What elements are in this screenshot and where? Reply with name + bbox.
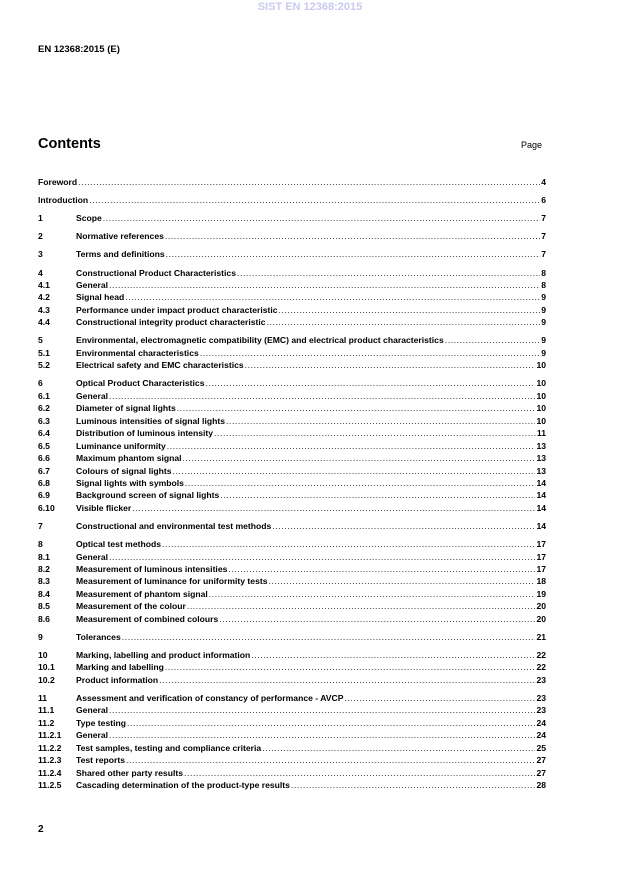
- toc-entry-page: 20: [536, 613, 546, 624]
- toc-entry-number: 11: [38, 692, 48, 703]
- toc-entry-number: 8.2: [38, 563, 50, 574]
- toc-dot-leader: [184, 767, 535, 779]
- toc-entry[interactable]: [38, 588, 546, 600]
- toc-entry[interactable]: [38, 742, 546, 754]
- toc-dot-leader: [185, 477, 536, 489]
- toc-entry-title: Environmental characteristics: [76, 347, 199, 358]
- toc-entry-title: Visible flicker: [76, 502, 132, 513]
- toc-entry[interactable]: [38, 704, 546, 716]
- toc-entry-title: General: [76, 730, 109, 741]
- toc-entry[interactable]: [38, 267, 546, 279]
- toc-group: [38, 631, 546, 643]
- toc-dot-leader: [220, 489, 535, 501]
- toc-entry-number: 4.1: [38, 280, 50, 291]
- toc-entry-title: Scope: [76, 213, 102, 224]
- toc-entry-page: 9: [541, 335, 546, 346]
- toc-dot-leader: [173, 465, 536, 477]
- toc-group: [38, 212, 546, 224]
- toc-group: [38, 230, 546, 242]
- toc-entry-page: 10: [536, 378, 546, 389]
- toc-entry[interactable]: [38, 415, 546, 427]
- toc-entry-title: General: [76, 551, 109, 562]
- page-column-label: Page: [521, 140, 543, 150]
- toc-entry-title: Introduction: [38, 195, 89, 206]
- toc-entry-number: 6: [38, 378, 43, 389]
- toc-entry[interactable]: [38, 600, 546, 612]
- toc-entry[interactable]: [38, 359, 546, 371]
- toc-entry[interactable]: [38, 754, 546, 766]
- toc-entry-title: Constructional integrity product characteristic: [76, 317, 266, 328]
- watermark: SIST EN 12368:2015: [257, 1, 363, 13]
- toc-entry[interactable]: [38, 538, 546, 550]
- toc-group: [38, 194, 546, 206]
- toc-entry-page: 24: [536, 717, 546, 728]
- toc-entry[interactable]: [38, 378, 546, 390]
- toc-entry-number: 6.1: [38, 390, 50, 401]
- toc-entry-number: 11.2.4: [38, 767, 62, 778]
- toc-entry-title: Signal lights with symbols: [76, 477, 184, 488]
- toc-entry[interactable]: [38, 767, 546, 779]
- toc-entry-page: 25: [536, 742, 546, 753]
- toc-entry-title: Measurement of luminance for uniformity tests: [76, 576, 268, 587]
- toc-entry-page: 18: [536, 576, 546, 587]
- toc-dot-leader: [262, 742, 535, 754]
- toc-entry-page: 6: [541, 195, 546, 206]
- toc-entry-page: 7: [541, 231, 546, 242]
- toc-dot-leader: [445, 334, 540, 346]
- toc-entry-title: Marking and labelling: [76, 662, 164, 673]
- table-of-contents: [38, 176, 546, 792]
- toc-group: [38, 249, 546, 261]
- toc-entry-title: Product information: [76, 674, 159, 685]
- toc-entry-number: 8: [38, 539, 43, 550]
- toc-entry-page: 17: [536, 563, 546, 574]
- toc-entry[interactable]: [38, 520, 546, 532]
- toc-entry-number: 4.3: [38, 304, 50, 315]
- toc-entry[interactable]: [38, 335, 546, 347]
- toc-entry[interactable]: [38, 631, 546, 643]
- toc-dot-leader: [109, 729, 535, 741]
- toc-entry-title: Measurement of the colour: [76, 601, 186, 612]
- toc-entry[interactable]: [38, 729, 546, 741]
- toc-entry-title: Marking, labelling and product information: [76, 649, 251, 660]
- toc-entry[interactable]: [38, 779, 546, 791]
- toc-entry-title: Terms and definitions: [76, 249, 165, 260]
- toc-entry-page: 8: [541, 280, 546, 291]
- toc-entry-title: Measurement of combined colours: [76, 613, 219, 624]
- contents-heading: Contents: [38, 136, 101, 152]
- toc-group: [38, 335, 546, 372]
- toc-dot-leader: [200, 347, 540, 359]
- toc-entry-page: 17: [536, 539, 546, 550]
- toc-entry[interactable]: [38, 304, 546, 316]
- toc-entry[interactable]: [38, 477, 546, 489]
- toc-entry-page: 10: [536, 403, 546, 414]
- toc-entry-page: 13: [536, 465, 546, 476]
- toc-entry-page: 23: [536, 705, 546, 716]
- toc-entry-title: Measurement of phantom signal: [76, 588, 208, 599]
- toc-entry-title: Test reports: [76, 755, 126, 766]
- toc-entry[interactable]: [38, 249, 546, 261]
- toc-entry-title: Background screen of signal lights: [76, 490, 220, 501]
- toc-group: [38, 520, 546, 532]
- toc-group: [38, 378, 546, 515]
- toc-entry-page: 22: [536, 649, 546, 660]
- toc-group: [38, 176, 546, 188]
- toc-dot-leader: [214, 427, 536, 439]
- toc-group: [38, 538, 546, 625]
- toc-entry-page: 8: [541, 267, 546, 278]
- toc-entry-title: Luminous intensities of signal lights: [76, 415, 225, 426]
- toc-entry-title: Signal head: [76, 292, 125, 303]
- toc-entry-number: 11.2.2: [38, 742, 62, 753]
- toc-dot-leader: [177, 402, 536, 414]
- toc-entry-page: 9: [541, 292, 546, 303]
- toc-entry-title: General: [76, 280, 109, 291]
- toc-dot-leader: [165, 230, 540, 242]
- toc-dot-leader: [125, 291, 540, 303]
- toc-dot-leader: [127, 717, 535, 729]
- toc-dot-leader: [226, 415, 535, 427]
- toc-entry-title: Type testing: [76, 717, 126, 728]
- toc-entry[interactable]: [38, 402, 546, 414]
- toc-entry[interactable]: [38, 212, 546, 224]
- toc-entry-title: Constructional and environmental test methods: [76, 520, 272, 531]
- toc-entry-page: 4: [541, 176, 546, 187]
- toc-dot-leader: [344, 692, 535, 704]
- toc-dot-leader: [159, 674, 535, 686]
- toc-entry-number: 4: [38, 267, 43, 278]
- toc-dot-leader: [183, 452, 536, 464]
- toc-entry-number: 8.3: [38, 576, 50, 587]
- toc-entry-title: Maximum phantom signal: [76, 453, 182, 464]
- toc-dot-leader: [109, 704, 535, 716]
- toc-entry-number: 4.2: [38, 292, 50, 303]
- toc-group: [38, 649, 546, 686]
- toc-entry-number: 6.2: [38, 403, 50, 414]
- toc-dot-leader: [126, 754, 535, 766]
- toc-entry-page: 19: [536, 588, 546, 599]
- toc-entry-number: 8.1: [38, 551, 50, 562]
- toc-entry-number: 8.4: [38, 588, 50, 599]
- toc-entry-number: 5.2: [38, 360, 50, 371]
- toc-entry-number: 10.2: [38, 674, 55, 685]
- toc-entry[interactable]: [38, 649, 546, 661]
- toc-entry-page: 14: [536, 490, 546, 501]
- toc-entry[interactable]: [38, 440, 546, 452]
- toc-entry-page: 10: [536, 360, 546, 371]
- toc-entry-page: 22: [536, 662, 546, 673]
- toc-entry-title: Cascading determination of the product-type results: [76, 780, 290, 791]
- toc-entry[interactable]: [38, 613, 546, 625]
- toc-entry-title: Diameter of signal lights: [76, 403, 176, 414]
- toc-entry-title: Tolerances: [76, 631, 121, 642]
- toc-entry[interactable]: [38, 390, 546, 402]
- toc-entry-title: Constructional Product Characteristics: [76, 267, 236, 278]
- toc-entry-number: 8.6: [38, 613, 50, 624]
- toc-group: [38, 692, 546, 792]
- toc-entry-page: 13: [536, 440, 546, 451]
- toc-entry-title: General: [76, 705, 109, 716]
- toc-dot-leader: [122, 631, 536, 643]
- toc-entry-title: Luminance uniformity: [76, 440, 166, 451]
- toc-entry[interactable]: [38, 563, 546, 575]
- toc-dot-leader: [228, 563, 535, 575]
- toc-entry-title: General: [76, 390, 109, 401]
- toc-entry[interactable]: [38, 279, 546, 291]
- toc-dot-leader: [132, 502, 535, 514]
- toc-entry-title: Performance under impact product characteristic: [76, 304, 278, 315]
- toc-entry-number: 11.2.1: [38, 730, 62, 741]
- toc-entry-title: Measurement of luminous intensities: [76, 563, 228, 574]
- toc-entry-number: 6.4: [38, 428, 50, 439]
- toc-entry-title: Test samples, testing and compliance criteria: [76, 742, 262, 753]
- toc-entry-number: 6.5: [38, 440, 50, 451]
- toc-entry-title: Optical test methods: [76, 539, 161, 550]
- toc-entry-number: 7: [38, 520, 43, 531]
- toc-entry-number: 6.7: [38, 465, 50, 476]
- toc-entry[interactable]: [38, 194, 546, 206]
- toc-entry[interactable]: [38, 465, 546, 477]
- toc-entry-number: 11.1: [38, 705, 55, 716]
- toc-entry-number: 4.4: [38, 317, 50, 328]
- toc-group: [38, 267, 546, 329]
- toc-entry-number: 3: [38, 249, 43, 260]
- toc-entry-page: 10: [536, 390, 546, 401]
- toc-entry[interactable]: [38, 347, 546, 359]
- toc-dot-leader: [103, 212, 540, 224]
- toc-entry[interactable]: [38, 674, 546, 686]
- toc-dot-leader: [109, 551, 535, 563]
- toc-dot-leader: [162, 538, 535, 550]
- toc-entry-page: 10: [536, 415, 546, 426]
- toc-entry-title: Normative references: [76, 231, 164, 242]
- toc-entry-number: 10: [38, 649, 48, 660]
- toc-entry-number: 6.3: [38, 415, 50, 426]
- toc-dot-leader: [187, 600, 536, 612]
- toc-entry[interactable]: [38, 717, 546, 729]
- toc-entry-number: 9: [38, 631, 43, 642]
- toc-dot-leader: [166, 248, 541, 260]
- toc-dot-leader: [209, 588, 536, 600]
- toc-entry-page: 7: [541, 249, 546, 260]
- toc-entry[interactable]: [38, 692, 546, 704]
- toc-entry-page: 11: [536, 428, 546, 439]
- toc-entry-number: 11.2: [38, 717, 55, 728]
- toc-dot-leader: [279, 304, 541, 316]
- toc-entry-title: Assessment and verification of constancy of performance - AVCP: [76, 692, 344, 703]
- toc-entry-number: 11.2.3: [38, 755, 62, 766]
- toc-dot-leader: [245, 359, 536, 371]
- toc-dot-leader: [268, 575, 535, 587]
- toc-dot-leader: [167, 440, 536, 452]
- toc-entry-page: 7: [541, 213, 546, 224]
- toc-entry-title: Distribution of luminous intensity: [76, 428, 214, 439]
- toc-entry-number: 6.9: [38, 490, 50, 501]
- toc-dot-leader: [237, 267, 540, 279]
- toc-entry[interactable]: [38, 502, 546, 514]
- toc-entry-number: 11.2.5: [38, 780, 62, 791]
- toc-entry-title: Shared other party results: [76, 767, 183, 778]
- toc-dot-leader: [267, 316, 541, 328]
- toc-entry-number: 2: [38, 231, 43, 242]
- toc-entry[interactable]: [38, 230, 546, 242]
- toc-entry[interactable]: [38, 292, 546, 304]
- toc-entry-page: 23: [536, 692, 546, 703]
- toc-dot-leader: [219, 613, 535, 625]
- toc-entry-number: 6.6: [38, 453, 50, 464]
- toc-entry[interactable]: [38, 551, 546, 563]
- toc-entry-title: Optical Product Characteristics: [76, 378, 205, 389]
- document-id: EN 12368:2015 (E): [38, 44, 120, 55]
- toc-entry-page: 21: [536, 631, 546, 642]
- toc-entry-title: Foreword: [38, 176, 78, 187]
- toc-dot-leader: [165, 661, 536, 673]
- toc-entry-title: Electrical safety and EMC characteristics: [76, 360, 244, 371]
- toc-entry-number: 1: [38, 213, 43, 224]
- toc-entry-page: 14: [536, 520, 546, 531]
- toc-entry-number: 6.8: [38, 477, 50, 488]
- toc-entry-number: 10.1: [38, 662, 55, 673]
- toc-entry-page: 14: [536, 477, 546, 488]
- toc-entry[interactable]: [38, 489, 546, 501]
- toc-entry-number: 5.1: [38, 347, 50, 358]
- toc-dot-leader: [205, 377, 535, 389]
- toc-dot-leader: [272, 520, 535, 532]
- toc-entry[interactable]: [38, 176, 546, 188]
- toc-dot-leader: [78, 176, 540, 188]
- toc-entry-page: 27: [536, 755, 546, 766]
- toc-entry[interactable]: [38, 661, 546, 673]
- toc-entry-page: 17: [536, 551, 546, 562]
- toc-entry[interactable]: [38, 452, 546, 464]
- toc-entry[interactable]: [38, 575, 546, 587]
- toc-entry-page: 9: [541, 304, 546, 315]
- toc-dot-leader: [109, 390, 535, 402]
- toc-entry-page: 28: [536, 780, 546, 791]
- toc-dot-leader: [109, 279, 540, 291]
- toc-entry[interactable]: [38, 316, 546, 328]
- toc-dot-leader: [291, 779, 536, 791]
- toc-entry-title: Colours of signal lights: [76, 465, 172, 476]
- toc-entry-page: 13: [536, 453, 546, 464]
- toc-entry-page: 14: [536, 502, 546, 513]
- toc-entry-number: 5: [38, 335, 43, 346]
- toc-entry-page: 9: [541, 317, 546, 328]
- toc-entry-title: Environmental, electromagnetic compatibility (EMC) and electrical product characteristics: [76, 335, 444, 346]
- toc-entry-page: 24: [536, 730, 546, 741]
- toc-dot-leader: [251, 649, 535, 661]
- toc-entry-page: 20: [536, 601, 546, 612]
- toc-entry-number: 6.10: [38, 502, 55, 513]
- toc-entry-page: 23: [536, 674, 546, 685]
- toc-entry-page: 27: [536, 767, 546, 778]
- toc-dot-leader: [89, 194, 540, 206]
- toc-entry-number: 8.5: [38, 601, 50, 612]
- toc-entry[interactable]: [38, 427, 546, 439]
- toc-entry-page: 9: [541, 347, 546, 358]
- page-number: 2: [38, 824, 44, 835]
